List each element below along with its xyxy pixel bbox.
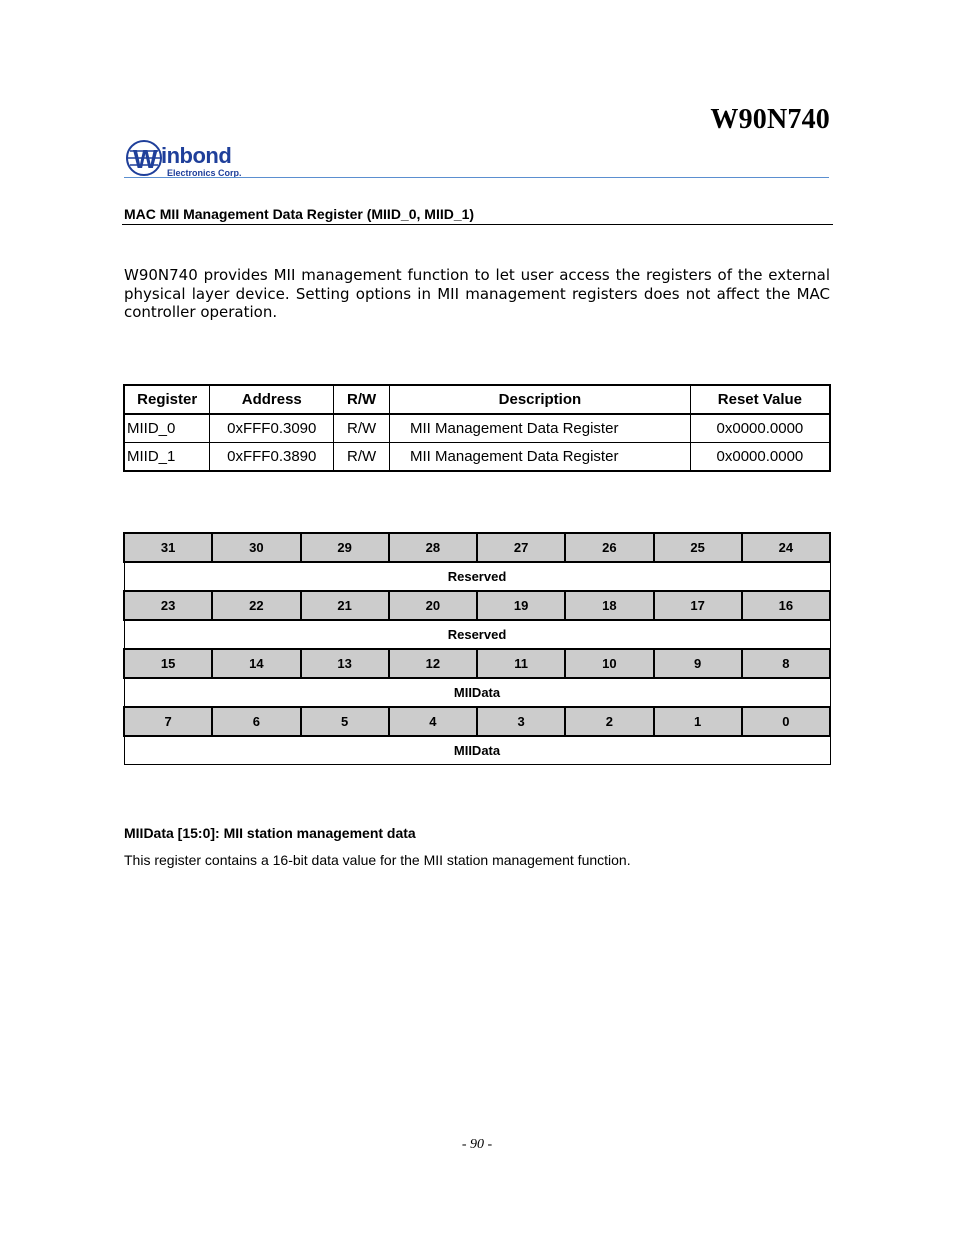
- bit-number-row: [124, 707, 830, 736]
- bit-field-name: MIIData: [124, 678, 830, 707]
- bit-field-row: [124, 678, 830, 707]
- bit-number: 27: [477, 533, 565, 562]
- cell-rw: R/W: [334, 443, 390, 472]
- bit-number: 15: [124, 649, 212, 678]
- logo-initial: W: [133, 144, 158, 174]
- col-header-address: Address: [210, 385, 334, 414]
- bit-number: 14: [212, 649, 300, 678]
- bit-number: 28: [389, 533, 477, 562]
- bit-field-row: [124, 562, 830, 591]
- cell-reset-value: 0x0000.0000: [690, 443, 830, 472]
- register-table-header: [124, 385, 830, 414]
- bit-number: 20: [389, 591, 477, 620]
- bit-number: 23: [124, 591, 212, 620]
- bit-field-name: Reserved: [124, 562, 830, 591]
- cell-address: 0xFFF0.3090: [210, 414, 334, 443]
- bit-number: 29: [301, 533, 389, 562]
- logo-wordmark: inbond: [161, 143, 232, 168]
- bit-field-row: [124, 620, 830, 649]
- bit-number: 21: [301, 591, 389, 620]
- bit-number: 11: [477, 649, 565, 678]
- bit-number: 7: [124, 707, 212, 736]
- bit-number-row: [124, 591, 830, 620]
- col-header-rw: R/W: [334, 385, 390, 414]
- bit-number-row: [124, 649, 830, 678]
- cell-rw: R/W: [334, 414, 390, 443]
- logo-subtitle: Electronics Corp.: [167, 168, 242, 178]
- table-row: [124, 443, 830, 472]
- bit-number: 17: [654, 591, 742, 620]
- bit-number-row: [124, 533, 830, 562]
- bit-number: 24: [742, 533, 830, 562]
- bit-number: 26: [565, 533, 653, 562]
- cell-description: MII Management Data Register: [390, 414, 691, 443]
- col-header-reset-value: Reset Value: [690, 385, 830, 414]
- bit-number: 30: [212, 533, 300, 562]
- cell-register: MIID_1: [124, 443, 210, 472]
- bit-number: 22: [212, 591, 300, 620]
- bit-field-name: Reserved: [124, 620, 830, 649]
- bit-number: 4: [389, 707, 477, 736]
- bit-number: 16: [742, 591, 830, 620]
- section-rule: [122, 224, 833, 225]
- bit-number: 31: [124, 533, 212, 562]
- intro-paragraph: W90N740 provides MII management function to let user access the registers of the external physical layer device. Setting options in MII management registers does not affect the MAC controller operation.: [124, 266, 830, 321]
- cell-address: 0xFFF0.3890: [210, 443, 334, 472]
- bit-number: 8: [742, 649, 830, 678]
- field-description-text: This register contains a 16-bit data value for the MII station management function.: [124, 852, 631, 868]
- bit-field-row: [124, 736, 830, 765]
- bit-field-table: [123, 532, 831, 765]
- bit-number: 3: [477, 707, 565, 736]
- header-rule: [124, 177, 829, 178]
- winbond-logo: [125, 138, 255, 178]
- winbond-globe-icon: [125, 138, 165, 178]
- table-row: [124, 414, 830, 443]
- cell-description: MII Management Data Register: [390, 443, 691, 472]
- bit-number: 12: [389, 649, 477, 678]
- col-header-description: Description: [390, 385, 691, 414]
- bit-field-name: MIIData: [124, 736, 830, 765]
- field-description-title: MIIData [15:0]: MII station management data: [124, 825, 416, 841]
- bit-number: 5: [301, 707, 389, 736]
- bit-number: 0: [742, 707, 830, 736]
- bit-number: 9: [654, 649, 742, 678]
- bit-number: 13: [301, 649, 389, 678]
- col-header-register: Register: [124, 385, 210, 414]
- bit-number: 1: [654, 707, 742, 736]
- bit-number: 19: [477, 591, 565, 620]
- bit-number: 2: [565, 707, 653, 736]
- section-title: MAC MII Management Data Register (MIID_0, MIID_1): [124, 206, 475, 222]
- register-table: [123, 384, 831, 472]
- cell-reset-value: 0x0000.0000: [690, 414, 830, 443]
- bit-number: 10: [565, 649, 653, 678]
- page-number: - 90 -: [461, 1137, 493, 1152]
- bit-number: 25: [654, 533, 742, 562]
- bit-number: 18: [565, 591, 653, 620]
- cell-register: MIID_0: [124, 414, 210, 443]
- document-chip-title: W90N740: [710, 104, 830, 135]
- bit-number: 6: [212, 707, 300, 736]
